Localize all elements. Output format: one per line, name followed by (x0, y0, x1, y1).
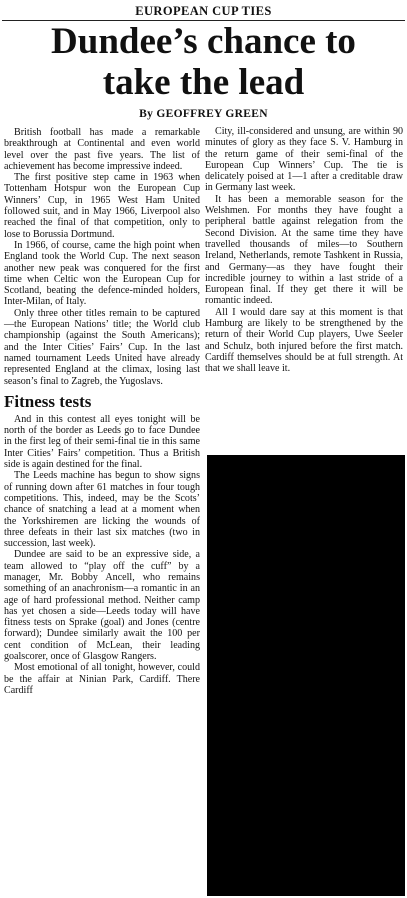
paragraph: The first positive step came in 1963 when Tottenham Hotspur won the European Cup Winners’ Cup, in 1965 West Ham United followed suit, and in May 1966, Liverpool also reached the final of that competition, only to lose to Borussia Dortmund. (4, 172, 200, 240)
byline: By GEOFFREY GREEN (139, 108, 268, 120)
headline-line-2: take the lead (102, 62, 305, 103)
paragraph: It has been a memorable season for the Welshmen. For months they have fought a peripheral battle against relegation from the Second Division. At the same time they have travelled thousands of miles—to Southern Ireland, Netherlands, remote Tashkent in Russia, and Germany—as they have fought their incredible journey to within a last stride of a European final. If they get there it will be romantic indeed. (205, 193, 403, 307)
paragraph: And in this contest all eyes tonight will be north of the border as Leeds go to face Dundee in the first leg of their semi-final tie in this same Inter Cities’ Fairs’ competition. Thus a British side is again destined for the final. (4, 413, 200, 471)
subhead-fitness-tests: Fitness tests (4, 391, 92, 411)
paragraph: Most emotional of all tonight, however, could be the affair at Ninian Park, Cardiff. There Cardiff (4, 662, 200, 696)
paragraph: City, ill-considered and unsung, are within 90 minutes of glory as they face S. V. Hamburg in the return game of their semi-final of the European Cup Winners’ Cup. The tie is delicately poised at 1—1 after a creditable draw in Germany last week. (205, 126, 403, 194)
paragraph: Dundee are said to be an expressive side, a team allowed to “play off the cuff” by a manager, Mr. Bobby Ancell, who remains something of an anachronism—a romantic in an age of hard professional method. Neither camp has yet chosen a side—Leeds today will have fitness tests on Sprake (goal) and Jones (centre forward); Dundee similarly await the 100 per cent condition of McLean, their leading goalscorer, once of Glasgow Rangers. (4, 549, 200, 663)
redacted-black-block (207, 455, 405, 896)
paragraph: All I would dare say at this moment is that Hamburg are likely to be strengthened by the return of their World Cup players, Uwe Seeler and Schulz, both injured before the first match. Cardiff themselves should be at full strength. At that we shall leave it. (205, 306, 403, 375)
article-column-right (205, 126, 403, 375)
paragraph: Only three other titles remain to be captured—the European Nations’ title; the World club championship (against the South Americans); and the Inter Cities’ Fairs’ Cup. In the last named tournament Leeds United have already represented England at the climax, losing last season’s final to Zagreb, the Yugoslavs. (4, 307, 200, 387)
headline-line-1: Dundee’s chance to (51, 21, 356, 62)
paragraph: The Leeds machine has begun to show signs of running down after 61 matches in four tough competitions. This, indeed, may be the Scots’ chance of snatching a lead at a moment when the Yorkshiremen are licking the wounds of three defeats in their last six matches (two in succession, last week). (4, 470, 200, 550)
section-kicker: EUROPEAN CUP TIES (135, 4, 272, 18)
paragraph: In 1966, of course, came the high point when England took the World Cup. The next season another new peak was conquered for the first time when Celtic won the European Cup for Scotland, beating the defence-minded holders, Inter-Milan, of Italy. (4, 239, 200, 308)
article-column-left (4, 127, 200, 696)
headline (0, 21, 407, 103)
paragraph: British football has made a remarkable breakthrough at Continental and even world level over the past five years. The list of achievement has become impressive indeed. (4, 127, 200, 172)
